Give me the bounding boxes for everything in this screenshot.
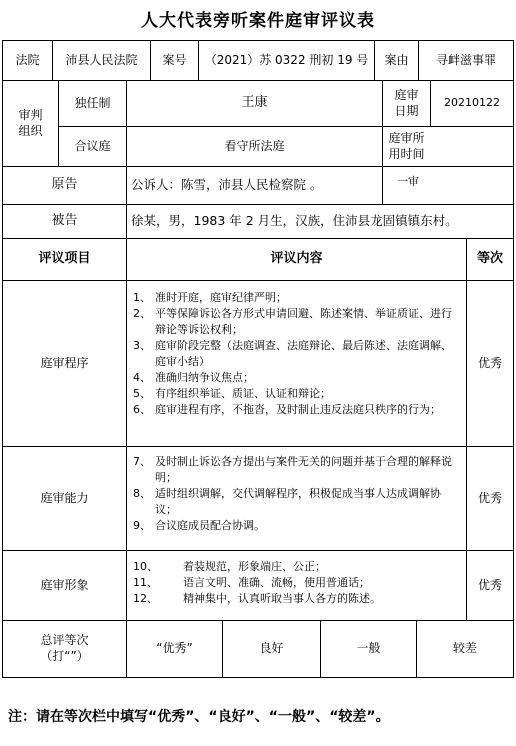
case-number-value: （2021）苏 0322 刑初 19 号 bbox=[204, 52, 369, 67]
eval-item-text: 庭审阶段完整（法庭调查、法庭辩论、最后陈述、法庭调解、庭审小结） bbox=[155, 339, 452, 368]
court-label: 法院 bbox=[15, 52, 40, 67]
table-border-right bbox=[513, 40, 514, 678]
overall-grade-label-cell bbox=[3, 621, 126, 677]
eval-item bbox=[133, 402, 462, 418]
eval-item bbox=[133, 338, 462, 370]
section-name: 庭审能力 bbox=[40, 490, 89, 505]
eval-item-text: 精神集中，认真听取当事人各方的陈述。 bbox=[183, 592, 381, 605]
section-items bbox=[133, 454, 462, 534]
sole-judge-value: 王康 bbox=[241, 95, 268, 111]
eval-content-header: 评议内容 bbox=[270, 251, 323, 267]
eval-item bbox=[133, 370, 462, 386]
form-title: 人大代表旁听案件庭审评议表 bbox=[141, 11, 375, 31]
case-number-label: 案号 bbox=[162, 52, 187, 67]
evaluation-table bbox=[2, 40, 514, 678]
eval-item-number: 8、 bbox=[133, 487, 151, 500]
eval-item-number: 7、 bbox=[133, 455, 151, 468]
eval-item-number: 10、 bbox=[133, 560, 158, 573]
eval-item-text: 平等保障诉讼各方形式申请回避、陈述案情、举证质证、进行辩论等诉讼权利； bbox=[155, 307, 452, 336]
plaintiff-value: 公诉人：陈雪，沛县人民检察院 。 bbox=[131, 177, 323, 193]
grade-option-average[interactable]: 一般 bbox=[356, 641, 381, 656]
eval-item-number: 6、 bbox=[133, 403, 151, 416]
collegial-panel-label: 合议庭 bbox=[74, 138, 111, 153]
col-divider bbox=[126, 166, 127, 204]
eval-item-text: 庭审进程有序，不拖沓，及时制止违反法庭只秩序的行为； bbox=[155, 403, 441, 416]
plaintiff-label: 原告 bbox=[51, 177, 78, 193]
trial-date-value: 20210122 bbox=[444, 96, 500, 110]
footnote: 注：请在等次栏中填写“优秀”、“良好”、“一般”、“较差”。 bbox=[8, 709, 390, 725]
eval-grade-header: 等次 bbox=[476, 251, 503, 267]
trial-duration-label: 庭审所用时间 bbox=[388, 130, 425, 161]
eval-item bbox=[133, 518, 462, 534]
eval-item-text: 有序组织举证、质证、认证和辩论； bbox=[155, 387, 331, 400]
eval-item-text: 准确归纳争议焦点； bbox=[155, 371, 254, 384]
col-divider bbox=[126, 204, 127, 238]
eval-item bbox=[133, 290, 462, 306]
eval-item-number: 4、 bbox=[133, 371, 151, 384]
eval-item-number: 11、 bbox=[133, 576, 158, 589]
cause-value: 寻衅滋事罪 bbox=[435, 52, 496, 67]
defendant-value: 徐某，男，1983 年 2 月生，汉族，住沛县龙固镇镇东村。 bbox=[131, 213, 458, 229]
section-name: 庭审形象 bbox=[40, 577, 89, 592]
defendant-label: 被告 bbox=[51, 213, 78, 229]
table-border-bottom bbox=[2, 677, 514, 678]
eval-item bbox=[133, 486, 462, 518]
eval-item-text: 着装规范，形象端庄、公正； bbox=[183, 560, 326, 573]
court-value: 沛县人民法院 bbox=[65, 52, 138, 67]
eval-item bbox=[133, 386, 462, 402]
grade-option-good[interactable]: 良好 bbox=[259, 641, 284, 656]
collegial-panel-value: 看守所法庭 bbox=[224, 138, 285, 153]
eval-item-text: 语言文明、准确、流畅，使用普通话； bbox=[183, 576, 370, 589]
trial-duration-value bbox=[431, 127, 513, 166]
overall-grade-label: 总评等次 bbox=[40, 633, 89, 648]
eval-item bbox=[133, 306, 462, 338]
section-items bbox=[133, 290, 462, 418]
eval-item bbox=[133, 559, 462, 575]
col-divider bbox=[126, 238, 127, 620]
section-items bbox=[133, 559, 462, 607]
instance-value: 一审 bbox=[397, 175, 419, 188]
grade-option-poor[interactable]: 较差 bbox=[452, 641, 477, 656]
cause-label: 案由 bbox=[384, 52, 409, 67]
sole-judge-label: 独任制 bbox=[74, 95, 111, 110]
eval-item-number: 2、 bbox=[133, 307, 151, 320]
eval-item-text: 及时制止诉讼各方提出与案件无关的问题并基于合理的解释说明； bbox=[155, 455, 452, 484]
trial-date-label: 庭审日期 bbox=[394, 87, 419, 118]
eval-item-number: 12、 bbox=[133, 592, 158, 605]
eval-item-text: 准时开庭，庭审纪律严明； bbox=[155, 291, 287, 304]
section-grade: 优秀 bbox=[477, 577, 502, 592]
eval-item-number: 9、 bbox=[133, 519, 151, 532]
section-grade: 优秀 bbox=[477, 355, 502, 370]
eval-item bbox=[133, 591, 462, 607]
grade-option-excellent[interactable]: “优秀” bbox=[156, 641, 193, 656]
eval-item-header: 评议项目 bbox=[38, 251, 91, 267]
eval-item bbox=[133, 575, 462, 591]
eval-item-number: 3、 bbox=[133, 339, 151, 352]
section-grade: 优秀 bbox=[477, 490, 502, 505]
eval-item-number: 1、 bbox=[133, 291, 151, 304]
eval-item-text: 适时组织调解，交代调解程序，积极促成当事人达成调解协议； bbox=[155, 487, 441, 516]
eval-item bbox=[133, 454, 462, 486]
overall-grade-sublabel: （打“”） bbox=[40, 649, 89, 663]
trial-organization-label: 审判组织 bbox=[18, 107, 43, 138]
section-name: 庭审程序 bbox=[40, 355, 89, 370]
eval-item-number: 5、 bbox=[133, 387, 151, 400]
eval-item-text: 合议庭成员配合协调。 bbox=[155, 519, 265, 532]
